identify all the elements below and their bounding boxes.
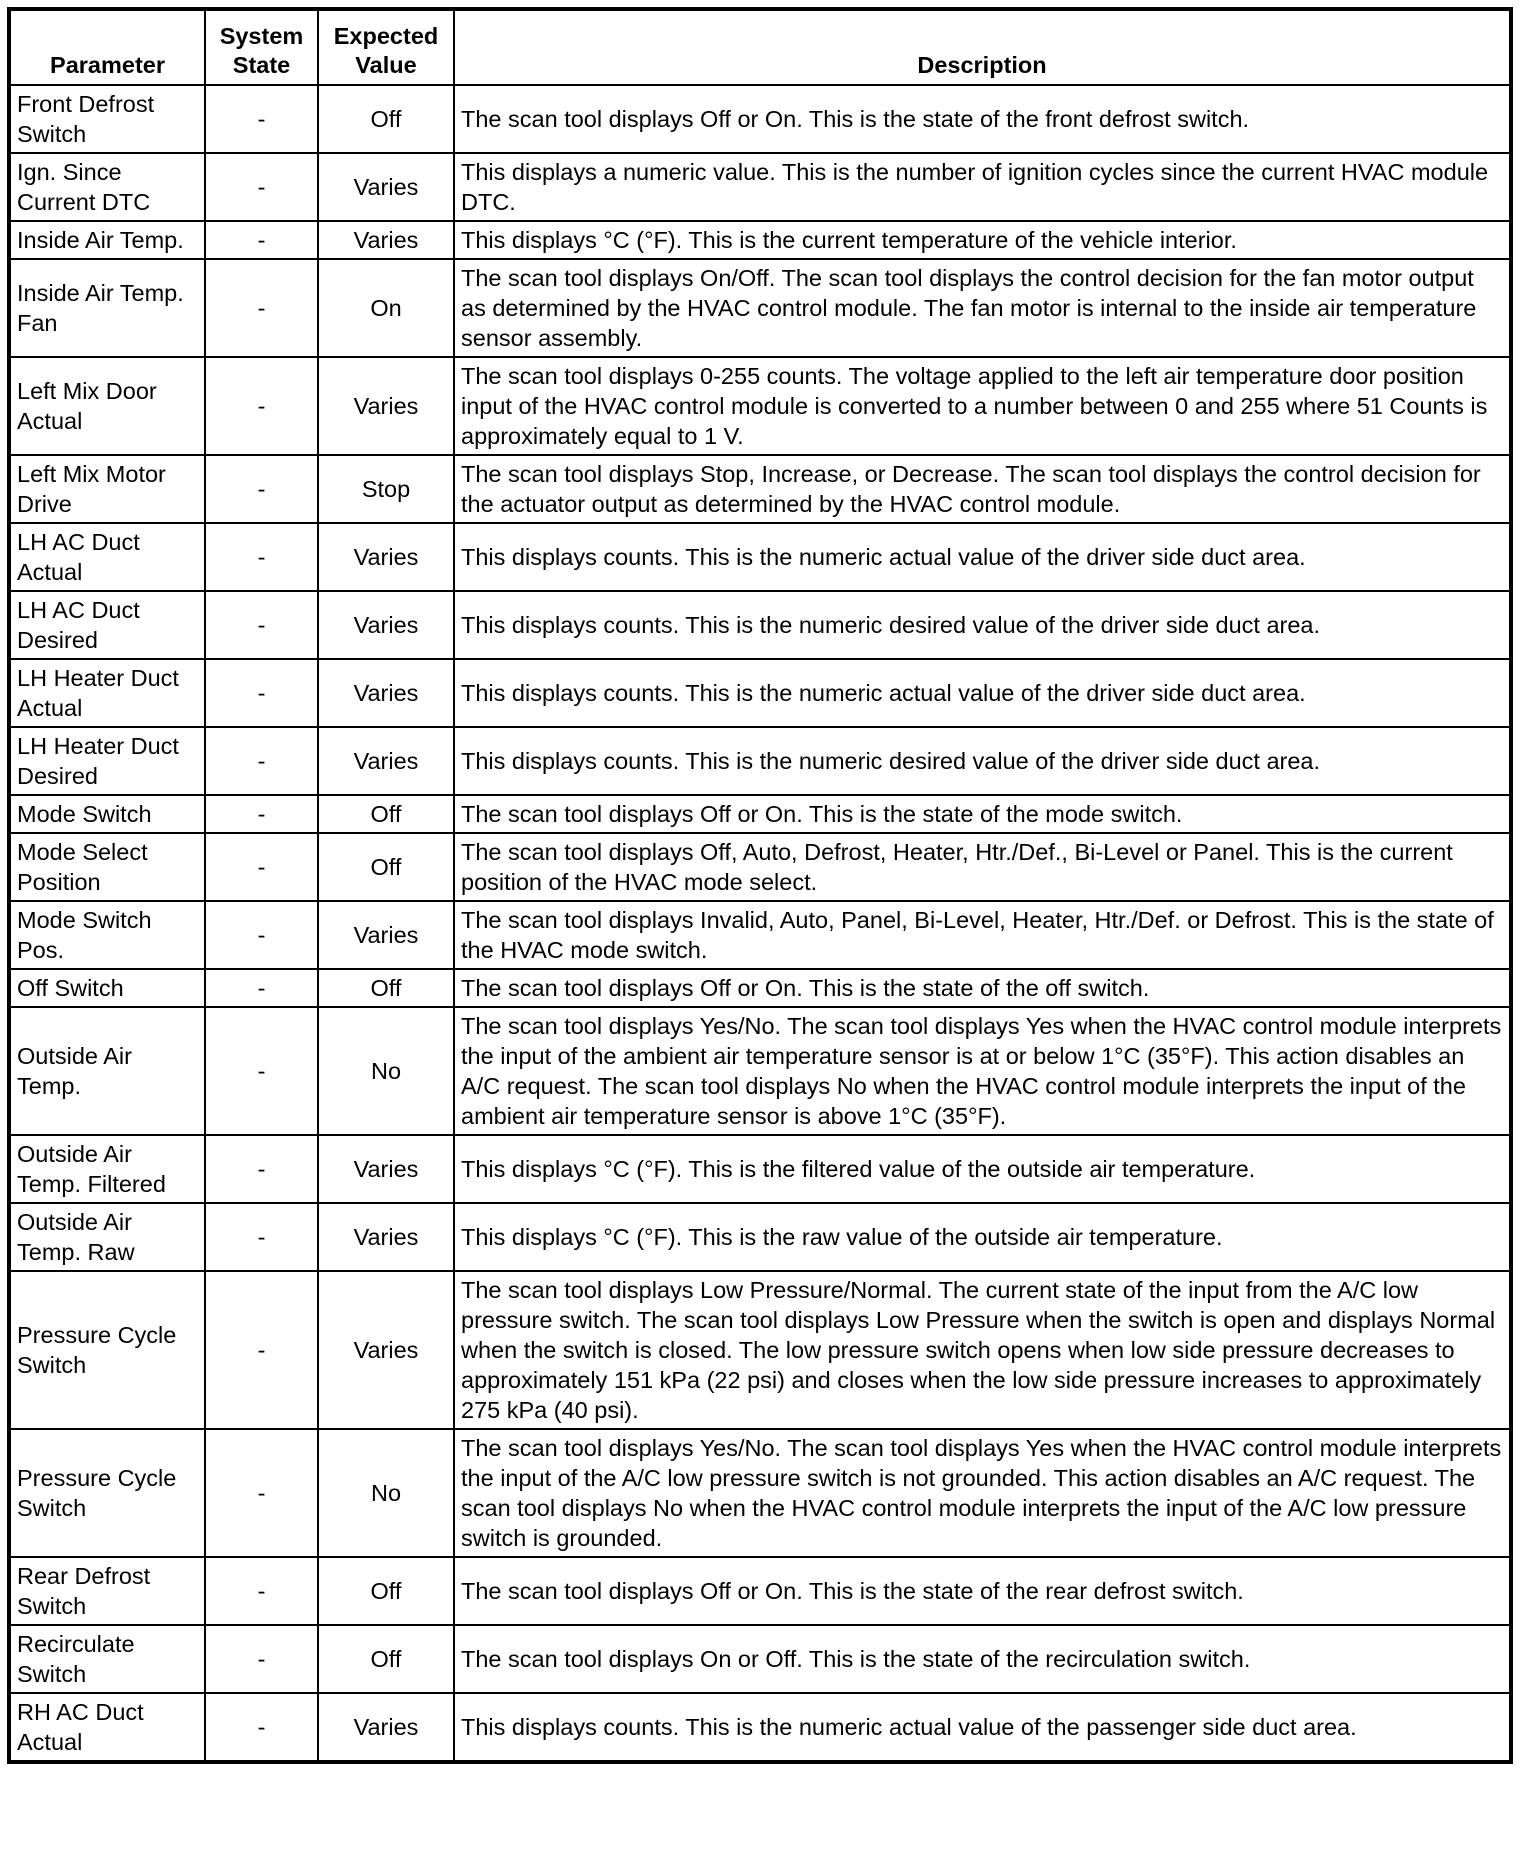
description-cell: The scan tool displays Off or On. This is the state of the front defrost switch. [454,85,1511,153]
description-cell: This displays counts. This is the numeric actual value of the driver side duct area. [454,523,1511,591]
expected-value-cell: Varies [318,1135,454,1203]
parameter-cell: RH AC Duct Actual [9,1693,205,1762]
table-row [9,1203,1511,1271]
expected-value-cell: Varies [318,727,454,795]
system-state-cell: - [205,1693,318,1762]
system-state-cell: - [205,455,318,523]
parameter-cell: Off Switch [9,969,205,1007]
system-state-cell: - [205,85,318,153]
table-row [9,1557,1511,1625]
parameter-cell: Outside Air Temp. Raw [9,1203,205,1271]
table-row [9,85,1511,153]
description-cell: This displays counts. This is the numeric actual value of the driver side duct area. [454,659,1511,727]
expected-value-cell: Off [318,85,454,153]
description-cell: The scan tool displays Invalid, Auto, Panel, Bi-Level, Heater, Htr./Def. or Defrost. This is the state of the HVAC mode switch. [454,901,1511,969]
description-cell: This displays a numeric value. This is the number of ignition cycles since the current HVAC module DTC. [454,153,1511,221]
system-state-cell: - [205,795,318,833]
parameter-cell: LH AC Duct Actual [9,523,205,591]
table-row [9,357,1511,455]
expected-value-cell: No [318,1429,454,1557]
system-state-cell: - [205,591,318,659]
description-cell: The scan tool displays On or Off. This is the state of the recirculation switch. [454,1625,1511,1693]
expected-value-cell: Off [318,1625,454,1693]
parameter-table-container [7,7,1513,1764]
table-row [9,259,1511,357]
table-row [9,1135,1511,1203]
description-cell: This displays °C (°F). This is the current temperature of the vehicle interior. [454,221,1511,259]
header-parameter: Parameter [9,9,205,85]
parameter-cell: Outside Air Temp. [9,1007,205,1135]
system-state-cell: - [205,969,318,1007]
table-row [9,1007,1511,1135]
system-state-cell: - [205,1557,318,1625]
parameter-cell: Left Mix Motor Drive [9,455,205,523]
system-state-cell: - [205,1135,318,1203]
table-header-row [9,9,1511,85]
table-row [9,523,1511,591]
expected-value-cell: Varies [318,901,454,969]
description-cell: The scan tool displays Low Pressure/Normal. The current state of the input from the A/C low pressure switch. The scan tool displays Low Pressure when the switch is open and displays Normal when the switch is closed. The low pressure switch opens when low side pressure decreases to approximately 151 kPa (22 psi) and closes when the low side pressure increases to approximately 275 kPa (40 psi). [454,1271,1511,1429]
expected-value-cell: On [318,259,454,357]
expected-value-cell: Varies [318,1271,454,1429]
system-state-cell: - [205,259,318,357]
expected-value-cell: Varies [318,659,454,727]
system-state-cell: - [205,1271,318,1429]
description-cell: The scan tool displays Off or On. This is the state of the mode switch. [454,795,1511,833]
description-cell: The scan tool displays 0-255 counts. The voltage applied to the left air temperature door position input of the HVAC control module is converted to a number between 0 and 255 where 51 Counts is approximately equal to 1 V. [454,357,1511,455]
header-description: Description [454,9,1511,85]
parameter-cell: LH Heater Duct Actual [9,659,205,727]
system-state-cell: - [205,153,318,221]
expected-value-cell: Varies [318,591,454,659]
system-state-cell: - [205,523,318,591]
expected-value-cell: Off [318,833,454,901]
expected-value-cell: Off [318,969,454,1007]
table-body [9,85,1511,1762]
table-row [9,591,1511,659]
parameter-cell: Front Defrost Switch [9,85,205,153]
description-cell: This displays °C (°F). This is the raw value of the outside air temperature. [454,1203,1511,1271]
description-cell: The scan tool displays Off, Auto, Defrost, Heater, Htr./Def., Bi-Level or Panel. This is the current position of the HVAC mode select. [454,833,1511,901]
system-state-cell: - [205,221,318,259]
parameter-cell: Mode Select Position [9,833,205,901]
description-cell: This displays counts. This is the numeric desired value of the driver side duct area. [454,591,1511,659]
system-state-cell: - [205,659,318,727]
table-row [9,1271,1511,1429]
table-row [9,153,1511,221]
parameter-cell: LH Heater Duct Desired [9,727,205,795]
expected-value-cell: No [318,1007,454,1135]
description-cell: This displays counts. This is the numeric desired value of the driver side duct area. [454,727,1511,795]
table-row [9,969,1511,1007]
system-state-cell: - [205,1429,318,1557]
system-state-cell: - [205,901,318,969]
description-cell: The scan tool displays Yes/No. The scan tool displays Yes when the HVAC control module interprets the input of the A/C low pressure switch is not grounded. This action disables an A/C request. The scan tool displays No when the HVAC control module interprets the input of the A/C low pressure switch is grounded. [454,1429,1511,1557]
expected-value-cell: Varies [318,221,454,259]
description-cell: This displays counts. This is the numeric actual value of the passenger side duct area. [454,1693,1511,1762]
parameter-cell: Outside Air Temp. Filtered [9,1135,205,1203]
expected-value-cell: Stop [318,455,454,523]
table-row [9,1429,1511,1557]
header-system-state: System State [205,9,318,85]
expected-value-cell: Varies [318,1203,454,1271]
parameter-cell: Left Mix Door Actual [9,357,205,455]
description-cell: The scan tool displays Yes/No. The scan tool displays Yes when the HVAC control module interprets the input of the ambient air temperature sensor is at or below 1°C (35°F). This action disables an A/C request. The scan tool displays No when the HVAC control module interprets the input of the ambient air temperature sensor is above 1°C (35°F). [454,1007,1511,1135]
expected-value-cell: Varies [318,1693,454,1762]
header-expected-value: Expected Value [318,9,454,85]
description-cell: This displays °C (°F). This is the filtered value of the outside air temperature. [454,1135,1511,1203]
description-cell: The scan tool displays Off or On. This is the state of the rear defrost switch. [454,1557,1511,1625]
expected-value-cell: Varies [318,153,454,221]
table-row [9,833,1511,901]
description-cell: The scan tool displays Stop, Increase, or Decrease. The scan tool displays the control decision for the actuator output as determined by the HVAC control module. [454,455,1511,523]
parameter-cell: Pressure Cycle Switch [9,1271,205,1429]
parameter-cell: Pressure Cycle Switch [9,1429,205,1557]
expected-value-cell: Varies [318,357,454,455]
expected-value-cell: Varies [318,523,454,591]
system-state-cell: - [205,1007,318,1135]
expected-value-cell: Off [318,795,454,833]
parameter-cell: Rear Defrost Switch [9,1557,205,1625]
table-row [9,659,1511,727]
parameter-cell: Inside Air Temp. Fan [9,259,205,357]
table-row [9,455,1511,523]
system-state-cell: - [205,727,318,795]
table-row [9,1693,1511,1762]
parameter-cell: Inside Air Temp. [9,221,205,259]
expected-value-cell: Off [318,1557,454,1625]
description-cell: The scan tool displays Off or On. This is the state of the off switch. [454,969,1511,1007]
system-state-cell: - [205,833,318,901]
system-state-cell: - [205,357,318,455]
parameter-cell: Mode Switch Pos. [9,901,205,969]
table-row [9,221,1511,259]
system-state-cell: - [205,1625,318,1693]
system-state-cell: - [205,1203,318,1271]
parameter-cell: Mode Switch [9,795,205,833]
parameter-cell: LH AC Duct Desired [9,591,205,659]
description-cell: The scan tool displays On/Off. The scan tool displays the control decision for the fan motor output as determined by the HVAC control module. The fan motor is internal to the inside air temperature sensor assembly. [454,259,1511,357]
parameter-table [7,7,1513,1764]
table-row [9,901,1511,969]
table-row [9,727,1511,795]
parameter-cell: Ign. Since Current DTC [9,153,205,221]
parameter-cell: Recirculate Switch [9,1625,205,1693]
table-row [9,795,1511,833]
table-row [9,1625,1511,1693]
